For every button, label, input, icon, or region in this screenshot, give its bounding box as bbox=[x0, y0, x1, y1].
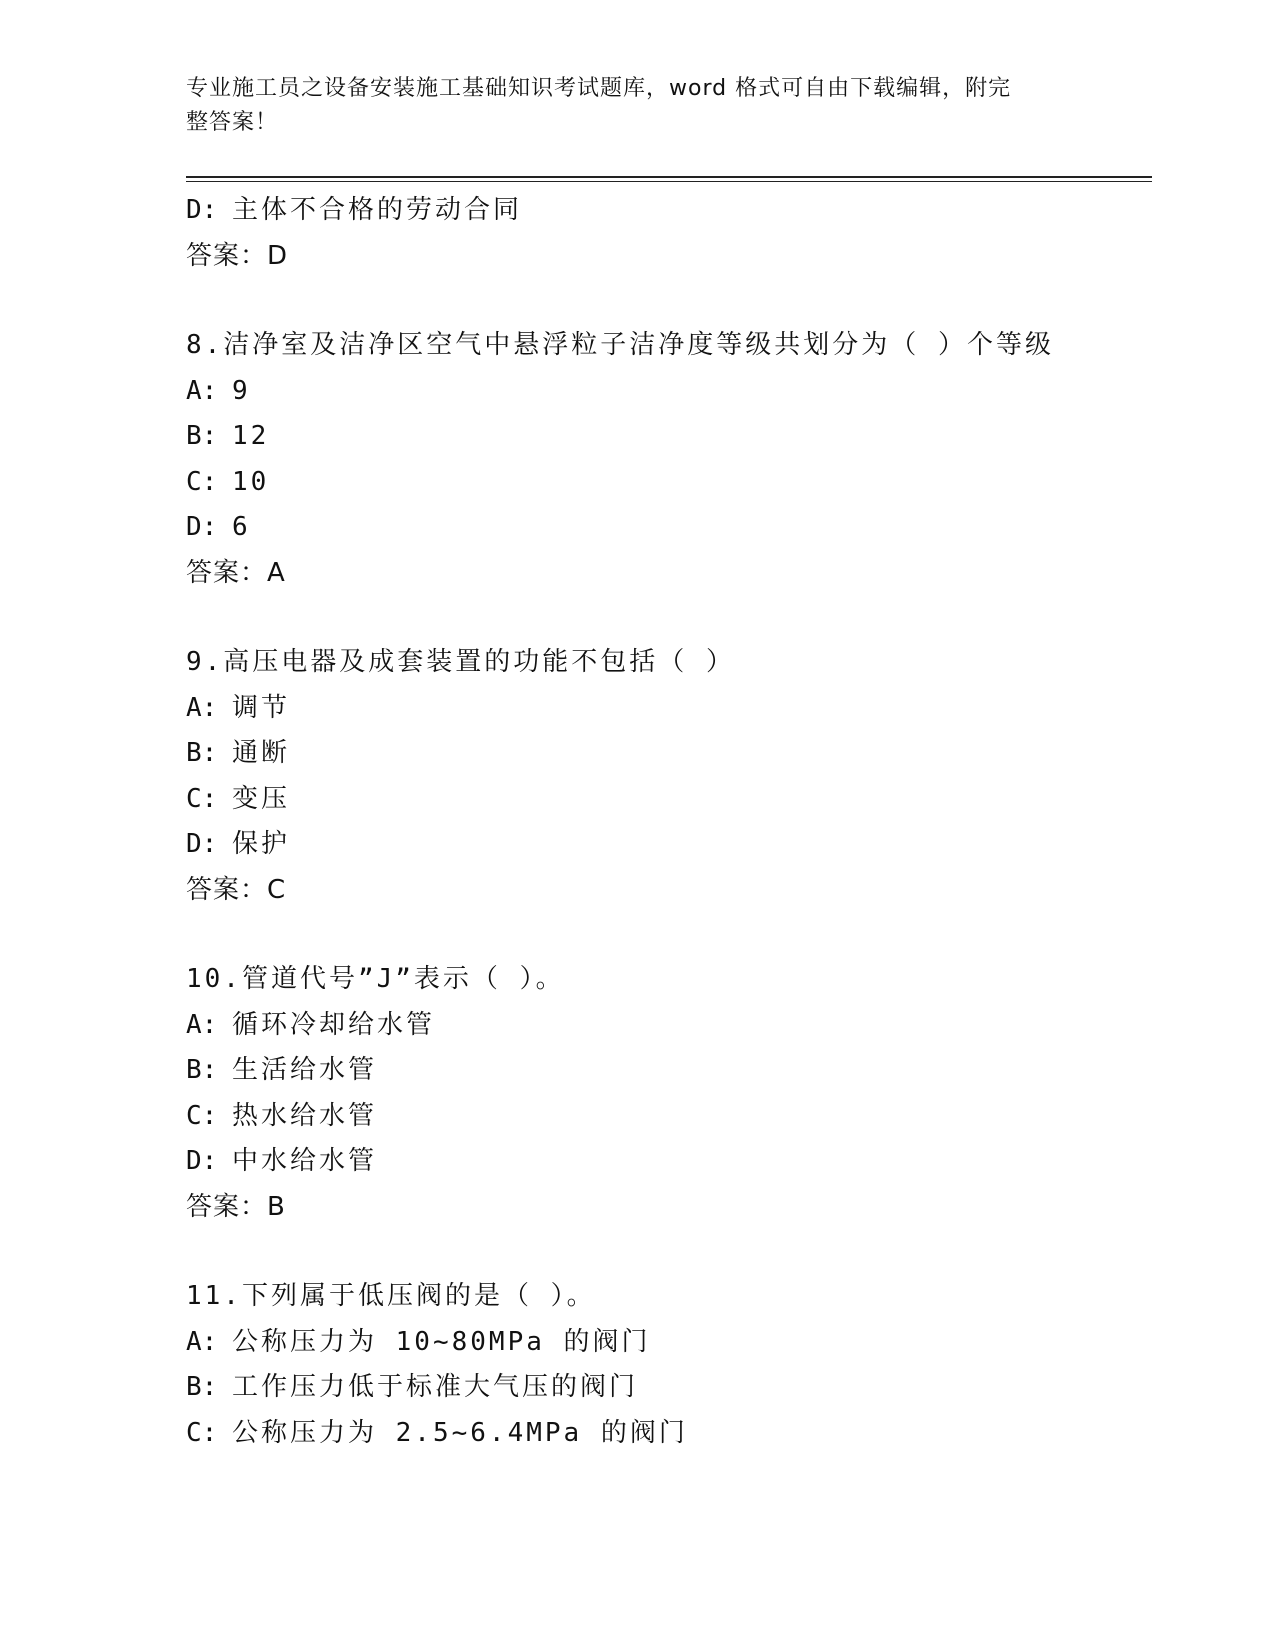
option-text: 主体不合格的劳动合同 bbox=[232, 195, 523, 225]
option-text: 10 bbox=[232, 466, 270, 497]
option-a bbox=[186, 686, 1152, 732]
option-c bbox=[186, 460, 1152, 506]
question-stem: 10.管道代号”J”表示（ ）。 bbox=[186, 964, 565, 994]
option-c bbox=[186, 1094, 1152, 1140]
option-b bbox=[186, 414, 1152, 460]
option-d bbox=[186, 188, 1152, 234]
question-10 bbox=[186, 957, 1152, 1230]
question-stem: 8.洁净室及洁净区空气中悬浮粒子洁净度等级共划分为（ ）个等级 bbox=[186, 330, 1054, 360]
option-label: D: bbox=[186, 512, 218, 542]
option-c bbox=[186, 1411, 1152, 1457]
option-label: D: bbox=[186, 195, 218, 225]
option-d bbox=[186, 1139, 1152, 1185]
answer-line: 答案：D bbox=[186, 240, 289, 271]
option-label: D: bbox=[186, 829, 218, 859]
document-header bbox=[186, 72, 1066, 140]
option-text: 12 bbox=[232, 421, 270, 451]
header-divider-thick bbox=[186, 176, 1152, 178]
answer-line: 答案：B bbox=[186, 1191, 286, 1222]
option-text: 公称压力为 10~80MPa 的阀门 bbox=[232, 1326, 651, 1357]
option-label: B: bbox=[186, 421, 218, 451]
option-text: 6 bbox=[232, 512, 251, 542]
previous-question-fragment bbox=[186, 188, 1152, 279]
option-label: C: bbox=[186, 466, 218, 497]
option-b bbox=[186, 731, 1152, 777]
question-11 bbox=[186, 1274, 1152, 1456]
intro-line-2: 整答案！ bbox=[186, 110, 279, 135]
option-label: A: bbox=[186, 1326, 218, 1357]
option-c bbox=[186, 777, 1152, 823]
option-text: 公称压力为 2.5~6.4MPa 的阀门 bbox=[232, 1417, 688, 1448]
option-text: 变压 bbox=[232, 783, 291, 814]
option-a bbox=[186, 1320, 1152, 1366]
question-8 bbox=[186, 323, 1152, 596]
option-b bbox=[186, 1365, 1152, 1411]
option-label: B: bbox=[186, 1372, 218, 1402]
option-label: C: bbox=[186, 1100, 218, 1131]
option-text: 生活给水管 bbox=[232, 1055, 378, 1085]
header-divider-thin bbox=[186, 181, 1152, 182]
option-text: 工作压力低于标准大气压的阀门 bbox=[232, 1372, 639, 1402]
question-stem: 9.高压电器及成套装置的功能不包括（ ） bbox=[186, 647, 735, 677]
question-stem: 11.下列属于低压阀的是（ ）。 bbox=[186, 1281, 596, 1311]
question-9 bbox=[186, 640, 1152, 913]
option-text: 循环冷却给水管 bbox=[232, 1009, 436, 1040]
option-label: C: bbox=[186, 1417, 218, 1448]
answer-line: 答案：A bbox=[186, 557, 286, 588]
option-a bbox=[186, 1003, 1152, 1049]
answer-line: 答案：C bbox=[186, 874, 287, 905]
option-label: A: bbox=[186, 692, 218, 723]
option-text: 热水给水管 bbox=[232, 1100, 378, 1131]
option-label: B: bbox=[186, 738, 218, 768]
option-a bbox=[186, 369, 1152, 415]
option-d bbox=[186, 505, 1152, 551]
option-label: B: bbox=[186, 1055, 218, 1085]
option-label: A: bbox=[186, 375, 218, 406]
option-label: A: bbox=[186, 1009, 218, 1040]
option-b bbox=[186, 1048, 1152, 1094]
option-text: 通断 bbox=[232, 738, 291, 768]
option-label: C: bbox=[186, 783, 218, 814]
question-list bbox=[186, 188, 1152, 1456]
option-d bbox=[186, 822, 1152, 868]
intro-line-1: 专业施工员之设备安装施工基础知识考试题库，word 格式可自由下载编辑，附完 bbox=[186, 76, 1012, 101]
option-text: 调节 bbox=[232, 692, 291, 723]
option-text: 中水给水管 bbox=[232, 1146, 378, 1176]
option-text: 9 bbox=[232, 375, 251, 406]
option-text: 保护 bbox=[232, 829, 291, 859]
option-label: D: bbox=[186, 1146, 218, 1176]
